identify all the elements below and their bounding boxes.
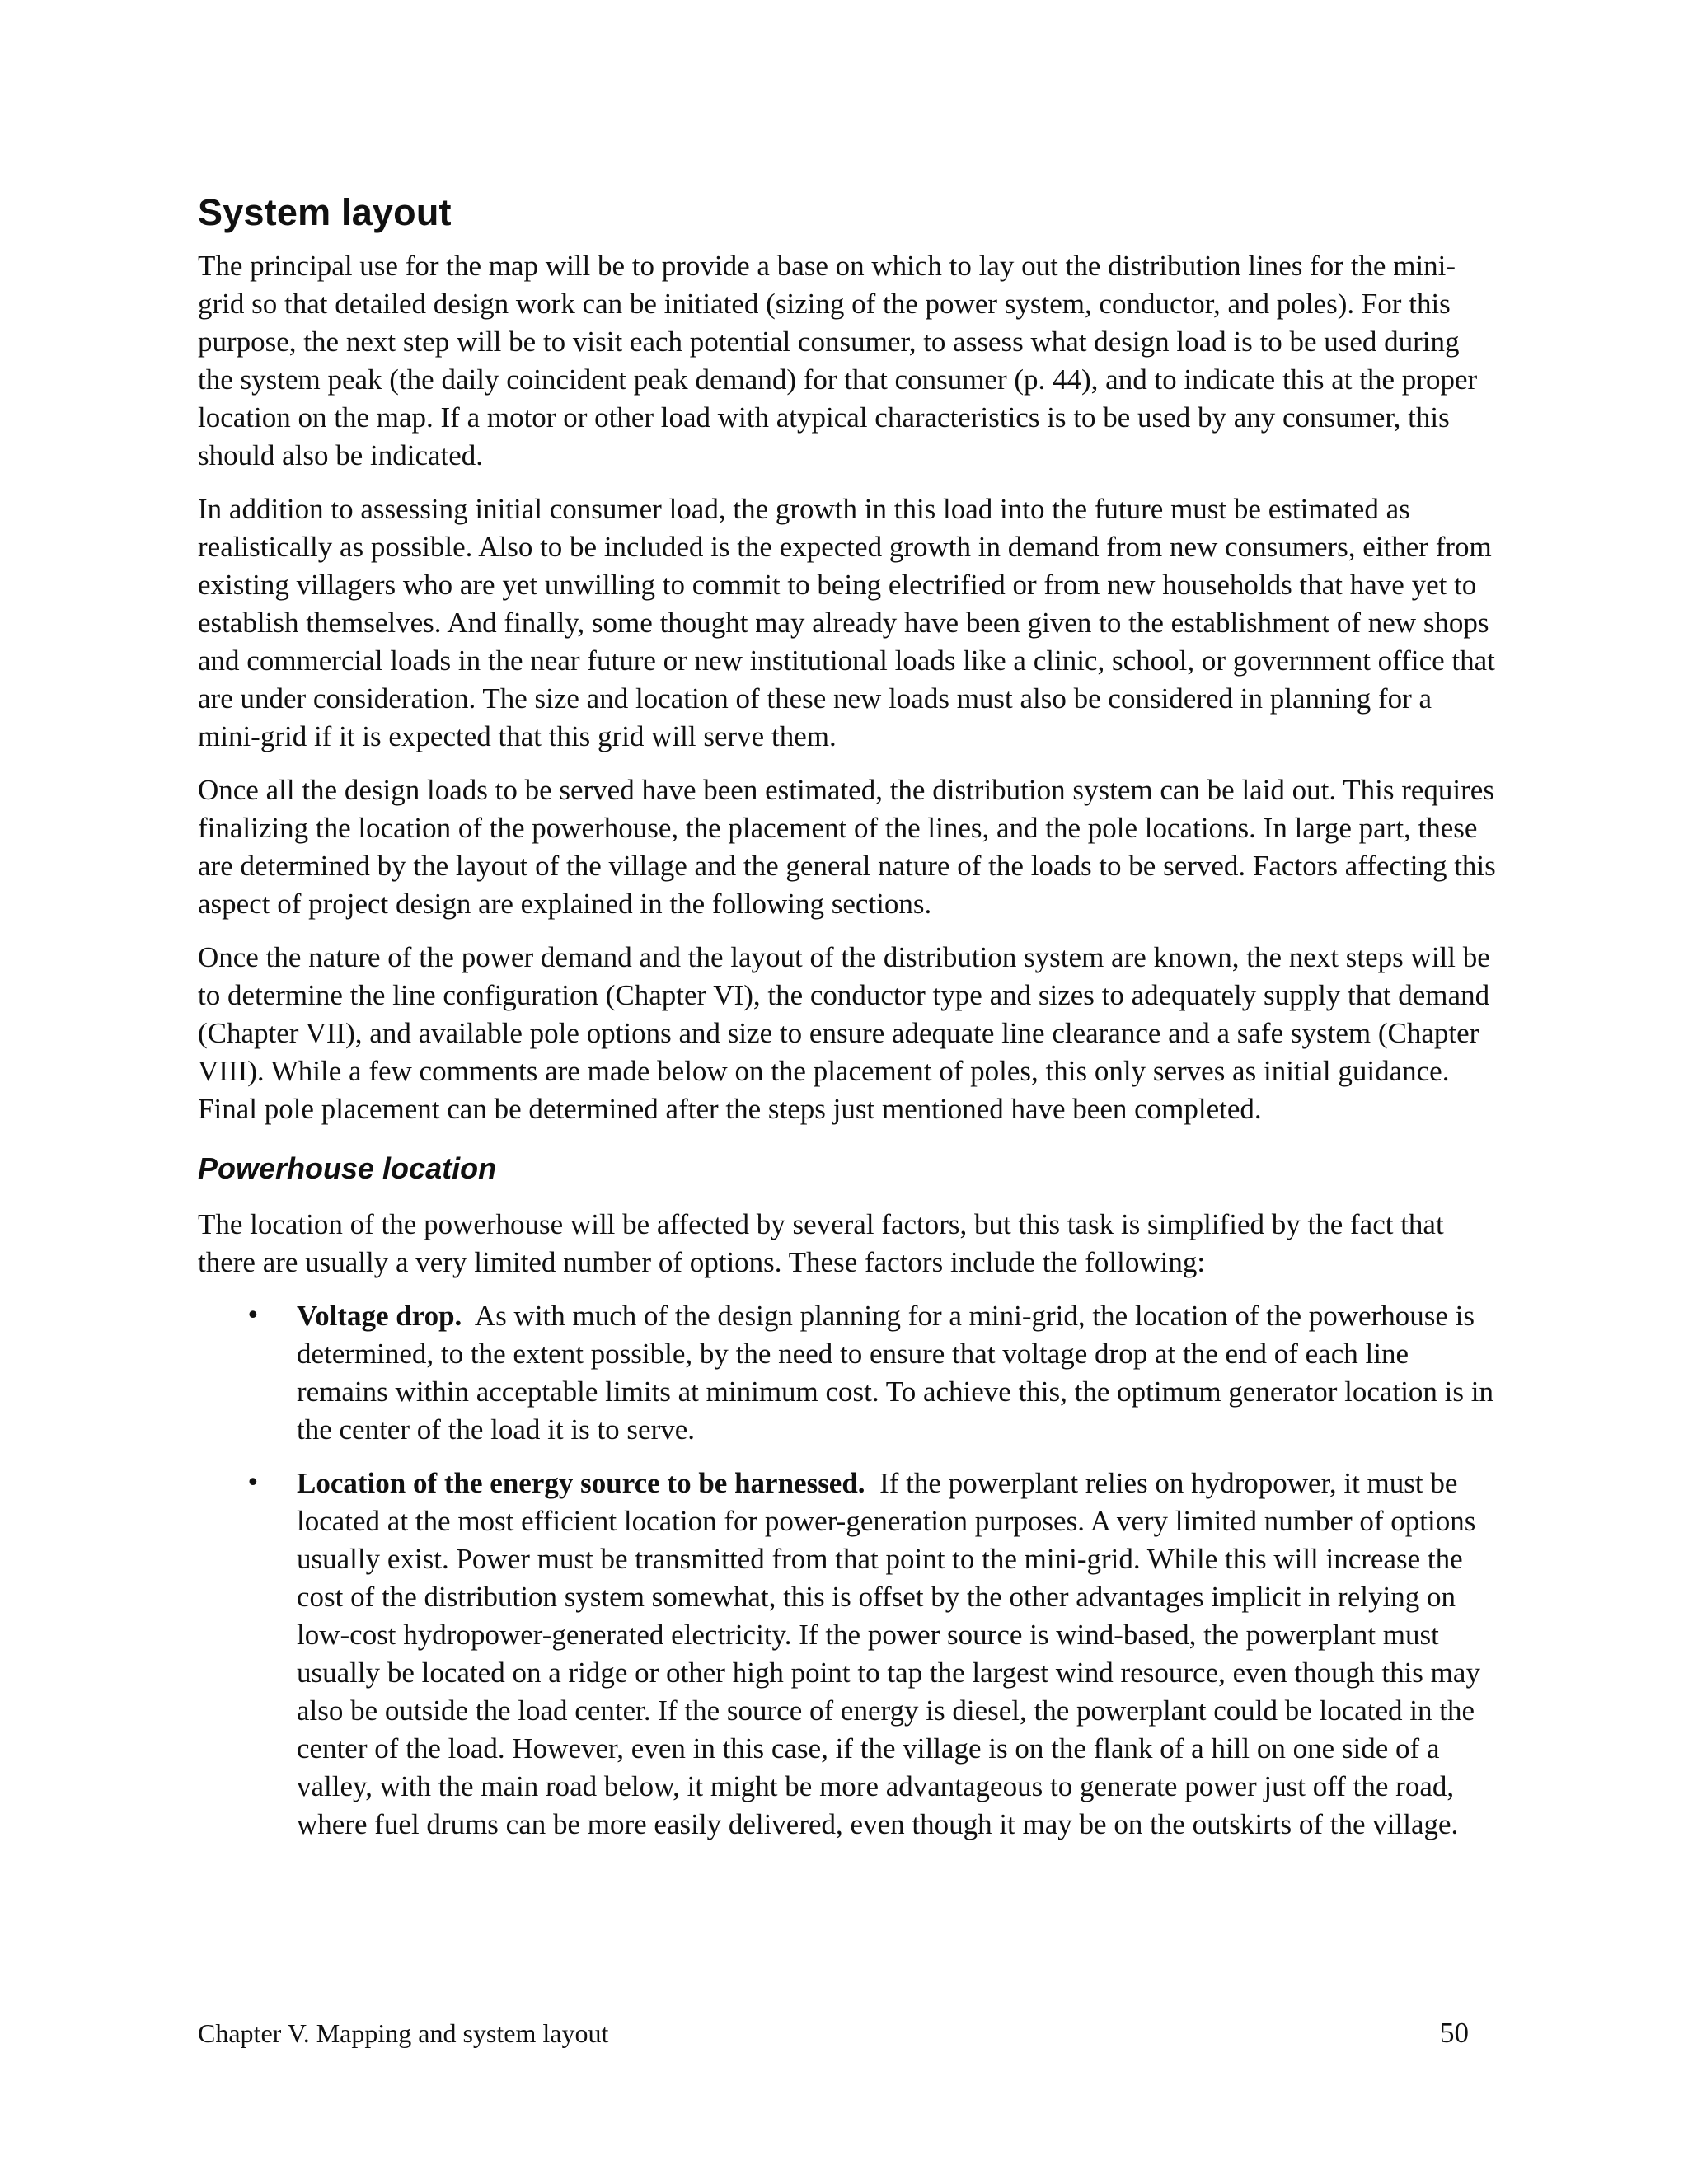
- factor-term: Location of the energy source to be harnessed.: [297, 1467, 865, 1499]
- section-title: System layout: [198, 191, 452, 233]
- paragraph-layout-distribution: Once all the design loads to be served have been estimated, the distribution system can be laid out. This requires finalizing the location of the powerhouse, the placement of the lines, and the pole locations. In large part, these are determined by the layout of the village and the general nature of the loads to be served. Factors affecting this aspect of project design are explained in the following sections.: [198, 774, 1496, 920]
- paragraph-load-growth: In addition to assessing initial consumer load, the growth in this load into the future must be estimated as realistically as possible. Also to be included is the expected growth in demand from new consumers, either from existing villagers who are yet unwilling to commit to being electrified or from new households that have yet to establish themselves. And finally, some thought may already have been given to the establishment of new shops and commercial loads in the near future or new institutional loads like a clinic, school, or government office that are under consideration. The size and location of these new loads must also be considered in planning for a mini-grid if it is expected that this grid will serve them.: [198, 493, 1495, 752]
- factor-list: [198, 1297, 1500, 1844]
- page-body: [198, 190, 1500, 1859]
- paragraph-powerhouse-intro: The location of the powerhouse will be affected by several factors, but this task is simplified by the fact that there are usually a very limited number of options. These factors include the following:: [198, 1208, 1444, 1278]
- footer-chapter-title: Chapter V. Mapping and system layout: [198, 2018, 609, 2048]
- paragraph-principal-use: The principal use for the map will be to provide a base on which to lay out the distribution lines for the mini-grid so that detailed design work can be initiated (sizing of the power system, conductor, and poles). For this purpose, the next step will be to visit each potential consumer, to assess what design load is to be used during the system peak (the daily coincident peak demand) for that consumer (p. 44), and to indicate this at the proper location on the map. If a motor or other load with atypical characteristics is to be used by any consumer, this should also be indicated.: [198, 250, 1478, 471]
- bullet-icon: •: [246, 1469, 260, 1497]
- page-number: 50: [1440, 2017, 1469, 2049]
- paragraph-next-steps: Once the nature of the power demand and the layout of the distribution system are known, the next steps will be to determine the line configuration (Chapter VI), the conductor type and sizes to adequately supply that demand (Chapter VII), and available pole options and size to ensure adequate line clearance and a safe system (Chapter VIII). While a few comments are made below on the placement of poles, this only serves as initial guidance. Final pole placement can be determined after the steps just mentioned have been completed.: [198, 941, 1490, 1125]
- subsection-title: Powerhouse location: [198, 1151, 497, 1185]
- list-item: [198, 1297, 1500, 1449]
- bullet-icon: •: [246, 1301, 260, 1330]
- list-item: [198, 1465, 1500, 1844]
- factor-term: Voltage drop.: [297, 1300, 462, 1332]
- factor-text: If the powerplant relies on hydropower, it must be located at the most efficient location for power-generation purposes. A very limited number of options usually exist. Power must be transmitted from that point to the mini-grid. While this will increase the cost of the distribution system somewhat, this is offset by the other advantages implicit in relying on low-cost hydropower-generated electricity. If the power source is wind-based, the powerplant must usually be located on a ridge or other high point to tap the largest wind resource, even though this may also be outside the load center. If the source of energy is diesel, the powerplant could be located in the center of the load. However, even in this case, if the village is on the flank of a hill on one side of a valley, with the main road below, it might be more advantageous to generate power just off the road, where fuel drums can be more easily delivered, even though it may be on the outskirts of the village.: [297, 1467, 1480, 1840]
- factor-text: As with much of the design planning for a mini-grid, the location of the powerhouse is determined, to the extent possible, by the need to ensure that voltage drop at the end of each line remains within acceptable limits at minimum cost. To achieve this, the optimum generator location is in the center of the load it is to serve.: [297, 1300, 1493, 1446]
